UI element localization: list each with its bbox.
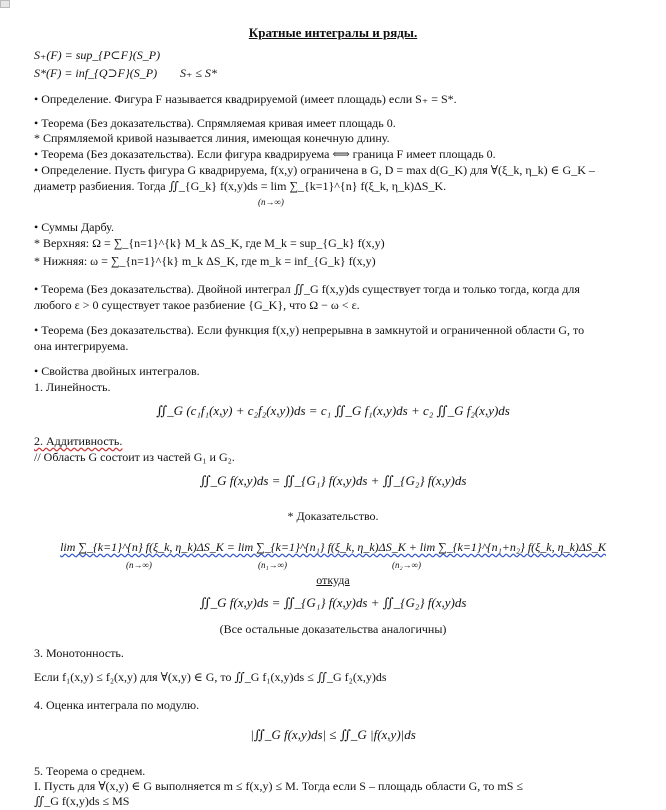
def-lower-area: S₊(F) = sup_{P⊂F}(S_P) xyxy=(34,48,161,62)
para-mean-value-b: ∬_G f(x,y)ds ≤ MS xyxy=(34,794,130,808)
limit-subscript: (n→∞) xyxy=(258,197,284,207)
formula-abs-estimate: |∬_G f(x,y)ds| ≤ ∬_G |f(x,y)|ds xyxy=(250,727,416,742)
page-title: Кратные интегралы и ряды. xyxy=(248,25,418,40)
para-mean-value-a: I. Пусть для ∀(x,y) ∈ G выполняется m ≤ f(x,y) ≤ M. Тогда если S – площадь области G, то mS ≤ xyxy=(34,779,523,793)
para-monotonicity: 3. Монотонность. xyxy=(34,646,124,660)
def-inequality: S₊ ≤ S* xyxy=(180,66,217,80)
para-darboux-lower: * Нижняя: ω = ∑_{n=1}^{k} m_k ΔS_K, где m_k = inf_{G_k} f(x,y) xyxy=(34,254,376,268)
para-monotonicity-statement: Если f₁(x,y) ≤ f₂(x,y) для ∀(x,y) ∈ G, то ∬_G f₁(x,y)ds ≤ ∬_G f₂(x,y)ds xyxy=(34,670,387,684)
para-theorem-continuous-a: • Теорема (Без доказательства). Если функция f(x,y) непрерывна в замкнутой и ограниченной области G, то xyxy=(34,323,585,337)
para-theorem-existence-a: • Теорема (Без доказательства). Двойной интеграл ∬_G f(x,y)ds существует тогда и только тогда, когда для xyxy=(34,282,580,296)
para-abs-estimate: 4. Оценка интеграла по модулю. xyxy=(34,698,200,712)
para-theorem-curve: • Теорема (Без доказательства). Спрямляемая кривая имеет площадь 0. xyxy=(34,116,396,130)
para-definition-quadrable: • Определение. Фигура F называется квадрируемой (имеет площадь) если S₊ = S*. xyxy=(34,92,457,106)
para-properties: • Свойства двойных интегралов. xyxy=(34,364,200,378)
def-upper-area: S*(F) = inf_{Q⊃F}(S_P) xyxy=(34,66,158,80)
formula-linearity: ∬_G (c₁f₁(x,y) + c₂f₂(x,y))ds = c₁ ∬_G f₁(x,y)ds + c₂ ∬_G f₂(x,y)ds xyxy=(156,403,510,418)
para-additivity: 2. Аддитивность. xyxy=(34,434,123,448)
corner-marker xyxy=(0,0,10,8)
para-theorem-existence-b: любого ε > 0 существует такое разбиение {G_K}, что Ω − ω < ε. xyxy=(34,298,360,312)
para-darboux: • Суммы Дарбу. xyxy=(34,220,114,234)
limit-n: (n→∞) xyxy=(126,560,152,570)
para-proof: * Доказательство. xyxy=(287,509,379,523)
para-curve-note: * Спрямляемой кривой называется линия, имеющая конечную длину. xyxy=(34,131,390,145)
limit-n2: (n₂→∞) xyxy=(392,560,422,570)
para-theorem-continuous-b: она интегрируема. xyxy=(34,339,129,353)
formula-proof-limits: lim ∑_{k=1}^{n} f(ξ_k, η_k)ΔS_K = lim ∑_{k=1}^{n₁} f(ξ_k, η_k)ΔS_K + lim ∑_{k=1}^{n₁+n₂} f(ξ_k, η_k)ΔS_K xyxy=(60,540,606,554)
para-mean-value: 5. Теорема о среднем. xyxy=(34,764,146,778)
formula-additivity-result: ∬_G f(x,y)ds = ∬_{G₁} f(x,y)ds + ∬_{G₂} f(x,y)ds xyxy=(199,595,467,610)
formula-additivity: ∬_G f(x,y)ds = ∬_{G₁} f(x,y)ds + ∬_{G₂} f(x,y)ds xyxy=(199,473,467,488)
para-darboux-upper: * Верхняя: Ω = ∑_{n=1}^{k} M_k ΔS_K, где M_k = sup_{G_k} f(x,y) xyxy=(34,236,385,250)
limit-n1: (n₁→∞) xyxy=(258,560,288,570)
para-region-note: // Область G состоит из частей G₁ и G₂. xyxy=(34,450,235,464)
para-theorem-boundary: • Теорема (Без доказательства). Если фигура квадрируема ⟺ граница F имеет площадь 0. xyxy=(34,147,496,161)
para-definition-integral-a: • Определение. Пусть фигура G квадрируема, f(x,y) ограничена в G, D = max d(G_K) для ∀(ξ_k, η_k) ∈ G_K – xyxy=(34,163,595,177)
para-hence: откуда xyxy=(316,573,350,587)
para-linearity: 1. Линейность. xyxy=(34,380,111,394)
para-proof-note: (Все остальные доказательства аналогичны) xyxy=(219,622,447,636)
para-definition-integral-b: диаметр разбиения. Тогда ∬_{G_k} f(x,y)ds = lim ∑_{k=1}^{n} f(ξ_k, η_k)ΔS_K. xyxy=(34,179,447,193)
